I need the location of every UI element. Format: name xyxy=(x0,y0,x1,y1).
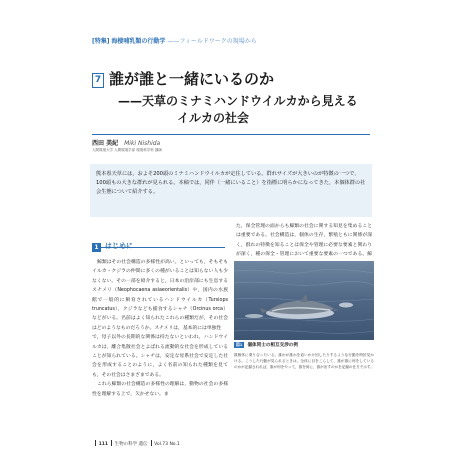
author-affiliation: 人間環境大学 人間環境学部 環境科学科 講師 xyxy=(92,148,162,152)
author-name-en: Miki Nishida xyxy=(124,140,161,147)
figure-title xyxy=(234,342,374,348)
paragraph: 鯨類はその社会構造の多様性が高い。といっても，そもそもイルカ・クジラの仲間に多くの種がいることは知らない人も少なくない。その一部を紹介すると，日本の沿岸部にも生息するスナメリ（Neophocaena asiaeorientalis）や，国内の水族館で一般的に飼育されているハンドウイルカ（Tursiops truncatus），クジラなども捕食するシャチ（Orcinus orca）などがいる。名前はよく知られたこれらの種類だが，その社会はどのようなものだろうか。スナメリは，基本的には単独性 xyxy=(92,260,228,331)
paragraph: で，母子以外の長期的な関係は持たないといわれ，ハンドウイルカは，離合集散社会とよばれる流動的な社会を形成していることが知られている。シャチは，安定な母系社会で安定した社会を形成することのように，よく名前の知られた種類を見ても，その社会はさまざまである。 xyxy=(92,335,228,378)
abstract-box xyxy=(90,164,372,217)
article-number: 7 xyxy=(92,73,104,88)
footer-divider xyxy=(151,440,152,446)
paragraph: これら鯨類の社会構造の多様性の理解は，動物の社会の多様性を理解する上で，欠かせない。ま xyxy=(92,382,228,397)
dolphin-photo-image xyxy=(234,261,374,340)
article-subtitle-line1: ——天草のミナミハンドウイルカから見える xyxy=(118,94,358,108)
abstract-text: 熊本県天草には，およそ200頭のミナミハンドウイルカが定住している。群れサイズが大きいのが特徴の一つで，100頭もの大きな群れが見られる。本稿では，同伴（一緒にいること）を指標に明らかになってきた，本個体群の社会生態について紹介する。 xyxy=(96,171,366,195)
journal-issue: Vol.73 No.1 xyxy=(154,442,180,447)
author-name: 西田 美紀 xyxy=(92,140,119,147)
article-title-text: 誰が誰と一緒にいるのか xyxy=(109,70,275,88)
figure-caption: 数個体に乗り合ったいる。誰かが誰かを追いかけ回したりするような行動を時折見かける。こうした行動が見られるときは，全体に目をこらして，誰が誰に何をしているのかが記録されれば，誰が何をやって，誰を何に，誰が出すのかを記録の仕方で示す。 xyxy=(234,353,374,370)
series-title: 海棲哺乳類の行動学 xyxy=(111,38,166,45)
footer-divider xyxy=(95,440,96,446)
article-page xyxy=(72,36,390,448)
page-number: 111 xyxy=(98,442,108,447)
author-line xyxy=(92,138,160,147)
section-number: 1 xyxy=(92,243,101,252)
series-tag: [特集] xyxy=(92,38,110,45)
journal-name: 生物の科学 遺伝 xyxy=(114,442,148,447)
figure-title-text: 個体同士の相互交渉の例 xyxy=(247,343,298,348)
paragraph: た，保全管理の面からも鯨類の社会に関する知見を集めることは重要である。社会構造は，個体の生存，繁殖ともに関係が深く，群れの特徴を知ることは保全や管理に必要な要素と関わりが深く，種の保全・管理において重要な要素の一つである。鯨 xyxy=(236,224,372,258)
dolphin-photo xyxy=(234,261,374,340)
section-title: はじめに xyxy=(105,242,133,250)
left-column xyxy=(92,258,228,399)
series-header xyxy=(92,36,257,45)
section-heading xyxy=(92,234,225,251)
figure-label: 図1 xyxy=(236,342,243,347)
article-title xyxy=(92,68,274,89)
series-subtitle: ——フィールドワークの現場から xyxy=(167,38,257,45)
title-rule xyxy=(92,134,370,135)
page-footer xyxy=(92,440,180,447)
footer-divider xyxy=(111,440,112,446)
article-subtitle-line2: イルカの社会 xyxy=(177,111,250,125)
